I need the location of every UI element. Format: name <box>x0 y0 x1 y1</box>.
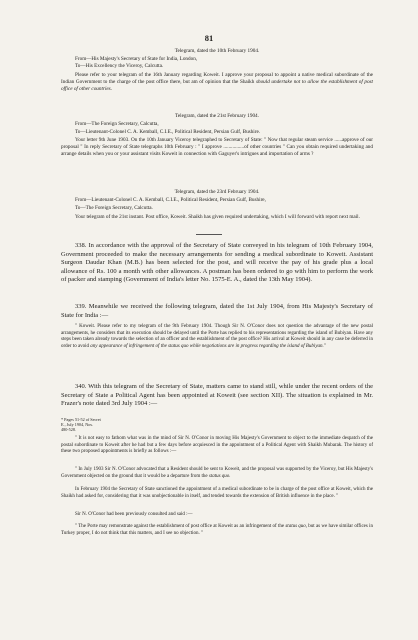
quote-frazer-note-4: Sir N. O'Conor had been previously consulted and said :— <box>75 512 193 517</box>
telegram-3-to: To—The Foreign Secretary, Calcutta. <box>75 205 153 211</box>
telegram-2-to: To—Lieutenant-Colonel C. A. Kemball, C.I.E., Political Resident, Persian Gulf, Bushire. <box>75 129 261 135</box>
quote-6-italic: status quo, <box>285 524 308 529</box>
telegram-3-from: From—Lieutenant-Colonel C. A. Kemball, C.I.E., Political Resident, Persian Gulf, Bushire, <box>75 197 266 203</box>
quote-6-close: but as we have similar offices in Turkey proper, I do not think that this matters, and I see no objection. " <box>61 524 373 536</box>
telegram-1-to: To—His Excellency the Viceroy, Calcutta. <box>75 63 164 69</box>
quote-1-text: " Koweit. Please refer to my telegram of the 9th February 1904. Though Sir N. O'Conor does not question the advantage of the new postal arrangements, he considers that its execution should be delayed until the Porte has replied to his representations regarding the island of Bubiyan. Have any steps been taken already towards the selection of an officer and the establishment of the post office? His arrival at Koweit should in any case be deferred in order to avoid <box>61 324 373 349</box>
telegram-3-body: Your telegram of the 21st instant. Post office, Koweit. Shaikh has given required undertaking, which I will forward with report next mail. <box>75 214 360 220</box>
paragraph-340: 340. With this telegram of the Secretary of State, matters came to stand still, while under the recent orders of the Secretary of State a Political Agent has been appointed at Koweit (see section XII). The situation is explained in Mr. Frazer's note dated 3rd July 1904 :— <box>61 383 373 408</box>
quote-3-italic: status quo. <box>208 473 231 479</box>
divider-rule <box>196 234 222 235</box>
telegram-2-from: From—The Foreign Secretary, Calcutta, <box>75 121 159 127</box>
quote-3-text: " In July 1903 Sir N. O'Conor advocated that a Resident should be sent to Koweit, and the proposal was supported by the Viceroy, but His Majesty's Government objected on the ground that it would be a departure from the <box>61 467 373 479</box>
margin-footnote: * Pages 51-52 of Secret E., July 1904, Nos. 480-528. <box>61 417 101 432</box>
quote-1-close: " <box>323 343 326 349</box>
quote-1-italic: any appearance of infringement of the status quo while negotiations are in progress regarding the island of Bubiyan. <box>90 343 324 349</box>
telegram-2-body: Your letter 9th June 1903. On the 10th January Viceroy telegraphed to Secretary of State: " Now that regular steam service ......approve of our proposal " In reply Secretary of State telegraphs 10th February : " I approve ................of other countries " Can you obtain required undertaking and arrange details when you or your assistant visits Koweit in connection with Gaguyer's intrigues and importation of arms ? <box>61 137 373 157</box>
paragraph-338: 338. In accordance with the approval of the Secretary of State conveyed in his telegram of 10th February 1904, Government proceeded to make the necessary arrangements for sending a medical subordinate to Koweit. Assistant Surgeon Daudar Khan (M.B.) has been selected for the post, and will receive the pay of his grade plus a local allowance of Rs. 100 a month with other allowances. A postman has been ordered to go with him to perform the work of packer and stamping (Government of India's letter No. 1575-E. A., dated the 13th May 1904). <box>61 242 373 284</box>
telegram-3-heading: Telegram, dated the 23rd February 1904. <box>174 189 260 195</box>
telegram-2-heading: Telegram, dated the 21st February 1904. <box>175 113 259 119</box>
quote-koweit-telegram <box>61 324 373 350</box>
telegram-1-body-text: Please refer to your telegram of the 16th January regarding Koweit. I approve your proposal to appoint a native medical subordinate of the Indian Government to the charge of the post office there, but am of opinion that the Shaikh <box>61 72 373 85</box>
telegram-1-heading: Telegram, dated the 10th February 1904. <box>174 48 260 54</box>
telegram-1-body <box>61 72 373 93</box>
quote-frazer-note-3: In February 1904 the Secretary of State sanctioned the appointment of a medical subordinate to be in charge of the post office at Koweit, which the Shaikh had asked for, considering that it was unobjectionable in itself, and tended towards the extension of British influence in the place. " <box>61 487 373 499</box>
page-number: 81 <box>204 33 214 43</box>
paragraph-339: 339. Meanwhile we received the following telegram, dated the 1st July 1904, from His Majesty's Secretary of State for India :— <box>61 303 373 319</box>
quote-frazer-note-1: " It is not easy to fathom what was in the mind of Sir N. O'Conor in moving His Majesty's Government to object to the immediate despatch of the postal subordinate to Koweit after he had but a few days before acquiesced in the appointment of a Political Agent with Shaikh Mubarak. The history of these two proposed appointments is briefly as follows :— <box>61 436 373 455</box>
quote-porte-remonstrate <box>61 524 373 537</box>
telegram-1-from: From—His Majesty's Secretary of State for India, London, <box>75 56 198 62</box>
quote-6-text: " The Porte may remonstrate against the establishment of post office at Koweit as an infringement of the <box>75 524 286 529</box>
quote-frazer-note-2 <box>61 467 373 480</box>
telegram-1-body-italic: should undertake not to allow the establishment of post office of other countries. <box>61 79 373 92</box>
